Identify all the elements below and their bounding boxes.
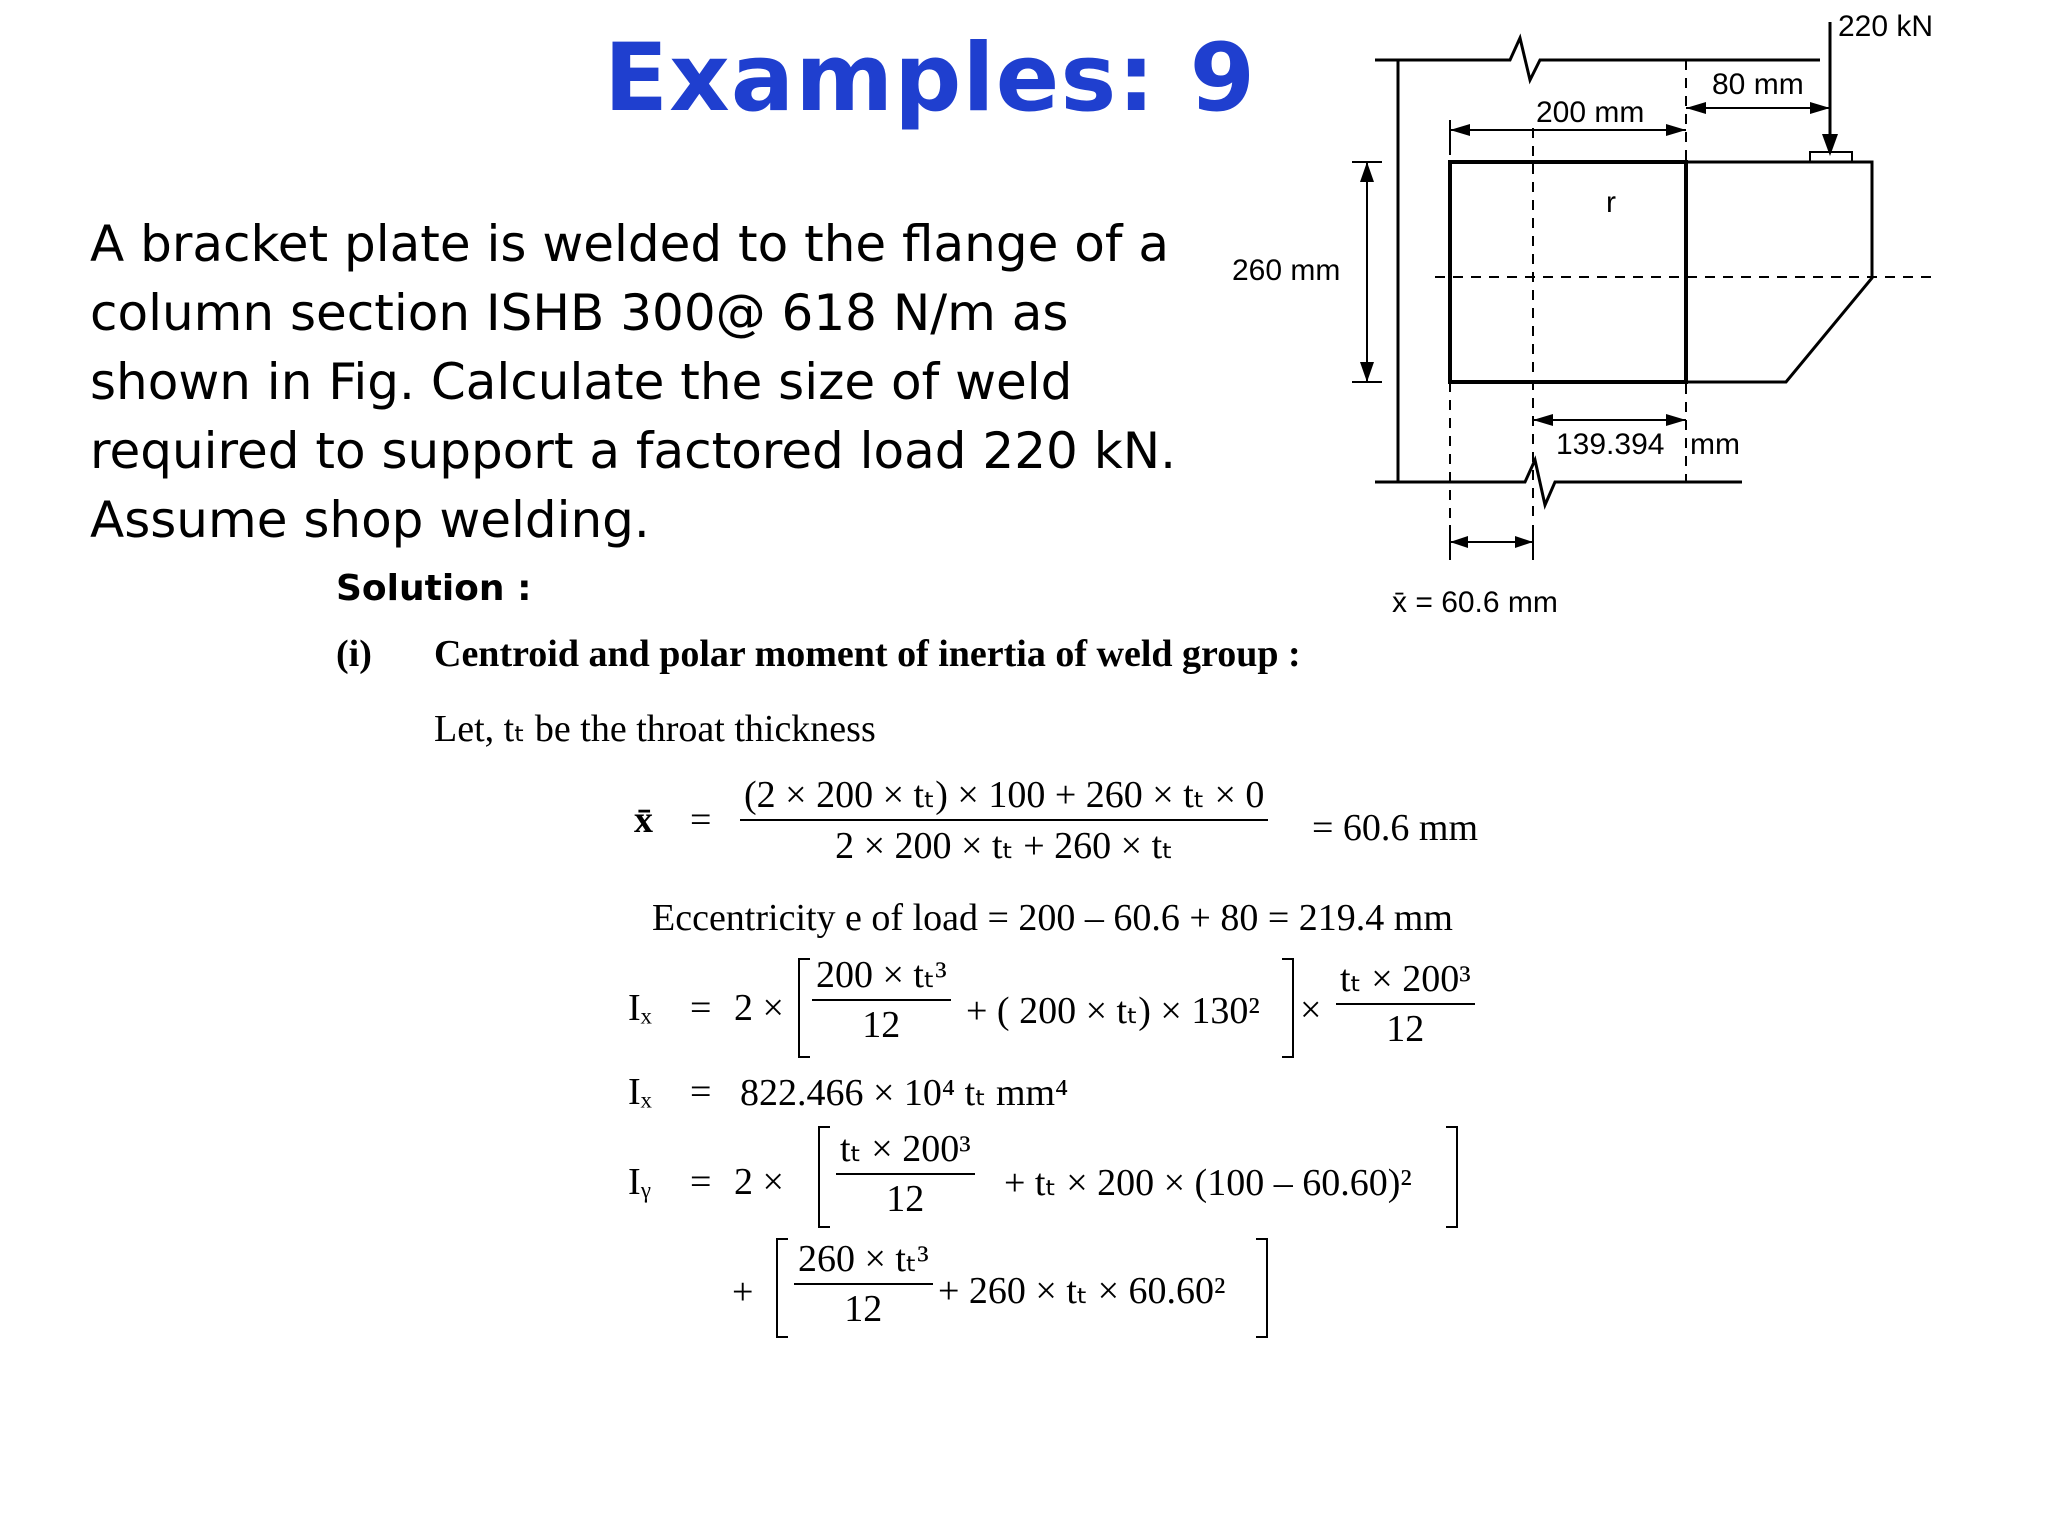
ix-f2-denominator: 12 (1386, 1008, 1425, 1050)
fraction-bar (812, 999, 951, 1001)
equals-sign: = (690, 1071, 712, 1113)
xbar-label: x̄ = 60.6 mm (1392, 586, 1558, 619)
ix-lhs: Iₓ (628, 987, 652, 1029)
dim-200-label: 200 mm (1536, 96, 1645, 129)
ix-fraction-1 (812, 952, 951, 1047)
fraction-bar (1336, 1003, 1475, 1005)
iy-f2-numerator: 260 × tₜ³ (798, 1238, 929, 1280)
equals-sign: = (690, 987, 712, 1029)
let-line: Let, tₜ be the throat thickness (434, 708, 876, 750)
ix-result: 822.466 × 10⁴ tₜ mm⁴ (740, 1072, 1069, 1114)
iy-fraction-2 (794, 1236, 933, 1331)
ix-coefficient: 2 × (734, 987, 784, 1029)
solution-label: Solution : (336, 568, 532, 609)
ix-times: × (1300, 989, 1322, 1031)
fraction-bar (740, 819, 1268, 821)
bracket-plate-outline (1686, 162, 1872, 382)
ix-fraction-2 (1336, 956, 1475, 1051)
bracket-left (776, 1238, 788, 1338)
step-number: (i) (336, 633, 372, 675)
bracket-right (1446, 1126, 1458, 1228)
problem-line: required to support a factored load 220 kN. (90, 422, 1176, 480)
label-r: r (1606, 186, 1616, 219)
ix-middle-term: + ( 200 × tₜ) × 130² (966, 990, 1260, 1032)
problem-line: Assume shop welding. (90, 491, 650, 549)
fraction-bar (794, 1283, 933, 1285)
dim-80-label: 80 mm (1712, 68, 1804, 101)
xbar-denominator: 2 × 200 × tₜ + 260 × tₜ (835, 825, 1174, 867)
iy-f1-denominator: 12 (886, 1178, 925, 1220)
problem-line: shown in Fig. Calculate the size of weld (90, 353, 1073, 411)
problem-line: A bracket plate is welded to the flange of a (90, 215, 1169, 273)
dim-260-label: 260 mm (1232, 254, 1341, 287)
iy-plus: + (732, 1271, 754, 1313)
ix-lhs: Iₓ (628, 1071, 652, 1113)
dim-139-label: 139.394 (1556, 428, 1665, 461)
ix-f1-denominator: 12 (862, 1004, 901, 1046)
xbar-fraction (740, 772, 1268, 868)
bracket-left (798, 958, 810, 1058)
eccentricity-line: Eccentricity e of load = 200 – 60.6 + 80 = 219.4 mm (652, 897, 1453, 939)
iy-f2-denominator: 12 (844, 1288, 883, 1330)
bracket-right (1282, 958, 1294, 1058)
bracket-left (818, 1126, 830, 1228)
ix-f1-numerator: 200 × tₜ³ (816, 954, 947, 996)
equals-sign: = (690, 799, 712, 841)
xbar-lhs: x̄ (634, 799, 653, 841)
weld-rectangle (1450, 162, 1686, 382)
flange-bottom-line (1375, 460, 1742, 505)
fraction-bar (836, 1173, 975, 1175)
slide-title: Examples: 9 (603, 24, 1257, 133)
iy-fraction-1 (836, 1126, 975, 1221)
iy-middle-term: + tₜ × 200 × (100 – 60.60)² (1004, 1162, 1412, 1204)
iy-end-term: + 260 × tₜ × 60.60² (938, 1270, 1226, 1312)
xbar-numerator: (2 × 200 × tₜ) × 100 + 260 × tₜ × 0 (744, 774, 1265, 816)
equals-sign: = (690, 1161, 712, 1203)
problem-line: column section ISHB 300@ 618 N/m as (90, 284, 1069, 342)
xbar-result: = 60.6 mm (1312, 807, 1479, 849)
load-label: 220 kN (1838, 10, 1934, 43)
step-title: Centroid and polar moment of inertia of weld group : (434, 633, 1301, 675)
dim-139-unit: mm (1690, 428, 1740, 461)
iy-f1-numerator: tₜ × 200³ (840, 1128, 971, 1170)
iy-lhs: Iᵧ (628, 1161, 651, 1203)
ix-f2-numerator: tₜ × 200³ (1340, 958, 1471, 1000)
iy-coefficient: 2 × (734, 1161, 784, 1203)
bracket-right (1256, 1238, 1268, 1338)
